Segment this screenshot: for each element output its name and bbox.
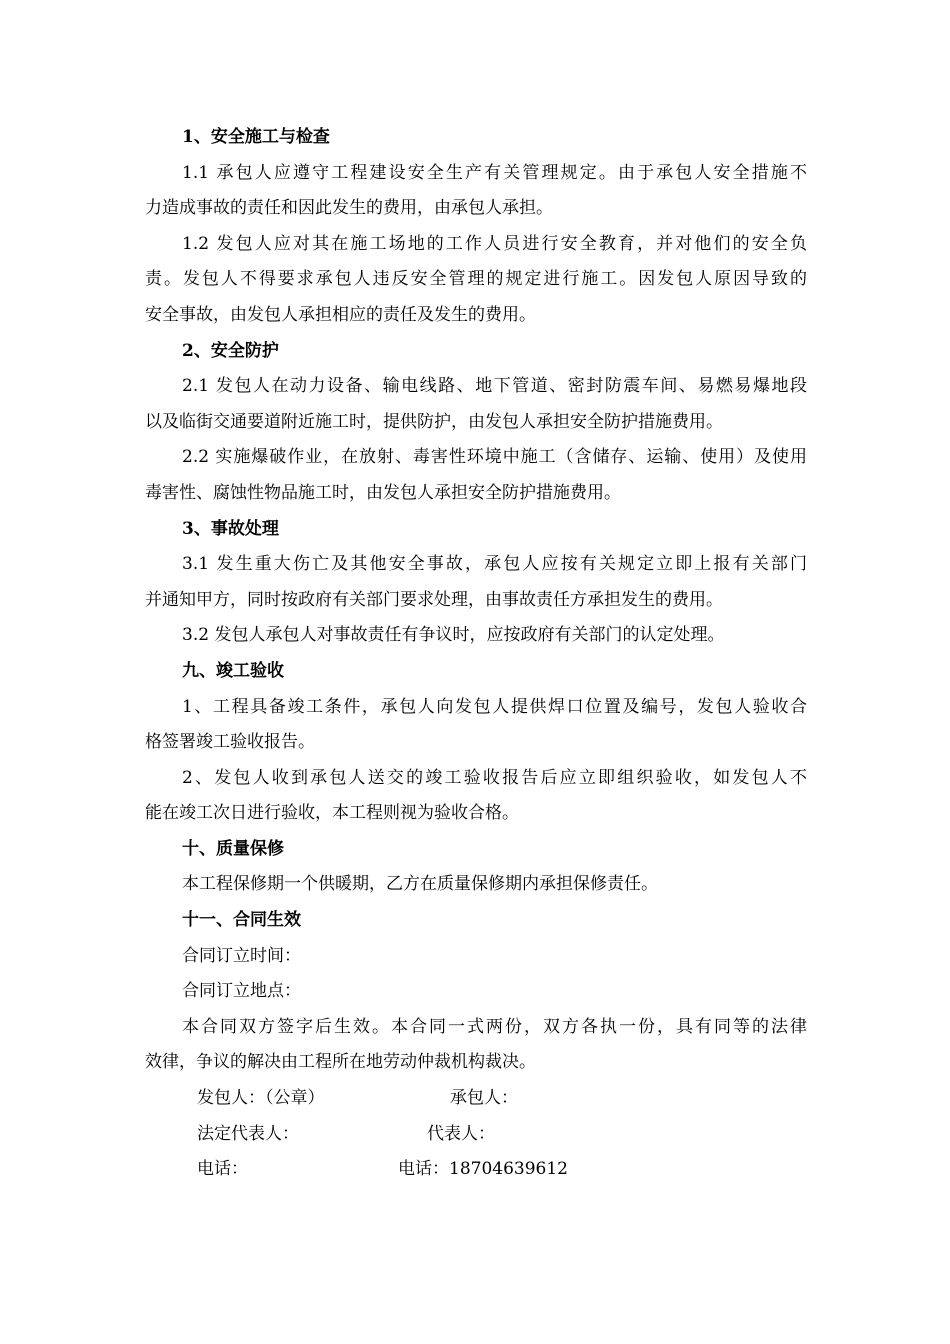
sign-place-field: 合同订立地点： (182, 981, 301, 1002)
signature-row-phones (145, 1152, 807, 1188)
paragraph-line: 毒害性、腐蚀性物品施工时，由发包人承担安全防护措施费用。 (145, 482, 621, 503)
paragraph-line: 2.1 发包人在动力设备、输电线路、地下管道、密封防震车间、易燃易爆地段 (182, 376, 807, 397)
section-heading-protection: 2、安全防护 (182, 340, 279, 361)
employer-label: 发包人：（公章） (197, 1088, 325, 1109)
signature-row-parties (145, 1081, 807, 1117)
section-heading-accident: 3、事故处理 (182, 518, 279, 539)
paragraph-line: 1、工程具备竣工条件，承包人向发包人提供焊口位置及编号，发包人验收合 (182, 696, 807, 717)
paragraph-line: 责。发包人不得要求承包人违反安全管理的规定进行施工。因发包人原因导致的 (145, 269, 807, 290)
section-heading-acceptance: 九、竣工验收 (182, 660, 284, 681)
paragraph-line: 格签署竣工验收报告。 (145, 732, 315, 753)
signature-row-representatives (145, 1117, 807, 1153)
paragraph-line: 能在竣工次日进行验收，本工程则视为验收合格。 (145, 803, 519, 824)
rep-label: 代表人： (427, 1123, 495, 1144)
paragraph-line: 2.2 实施爆破作业，在放射、毒害性环境中施工（含储存、运输、使用）及使用 (182, 447, 807, 468)
employer-phone-label: 电话： (197, 1159, 248, 1180)
contractor-phone: 电话：18704639612 (398, 1159, 568, 1180)
legal-rep-label: 法定代表人： (197, 1123, 299, 1144)
paragraph-line: 1.1 承包人应遵守工程建设安全生产有关管理规定。由于承包人安全措施不 (182, 162, 807, 183)
paragraph-line: 力造成事故的责任和因此发生的费用，由承包人承担。 (145, 198, 553, 219)
section-heading-safety: 1、安全施工与检查 (182, 127, 330, 147)
paragraph-line: 效律，争议的解决由工程所在地劳动仲裁机构裁决。 (145, 1052, 536, 1073)
paragraph-line: 3.1 发生重大伤亡及其他安全事故，承包人应按有关规定立即上报有关部门 (182, 554, 807, 575)
contractor-label: 承包人： (450, 1088, 518, 1109)
paragraph-line: 3.2 发包人承包人对事故责任有争议时，应按政府有关部门的认定处理。 (182, 625, 725, 646)
paragraph-line: 1.2 发包人应对其在施工场地的工作人员进行安全教育，并对他们的安全负 (182, 233, 807, 254)
sign-time-field: 合同订立时间： (182, 945, 301, 966)
section-heading-warranty: 十、质量保修 (182, 838, 284, 859)
section-heading-effect: 十一、合同生效 (182, 910, 301, 931)
paragraph-line: 本工程保修期一个供暖期，乙方在质量保修期内承担保修责任。 (182, 874, 658, 895)
paragraph-line: 2、发包人收到承包人送交的竣工验收报告后应立即组织验收，如发包人不 (182, 767, 807, 788)
paragraph-line: 并通知甲方，同时按政府有关部门要求处理，由事故责任方承担发生的费用。 (145, 589, 723, 610)
paragraph-line: 本合同双方签字后生效。本合同一式两份，双方各执一份，具有同等的法律 (182, 1016, 807, 1037)
paragraph-line: 以及临街交通要道附近施工时，提供防护，由发包人承担安全防护措施费用。 (145, 411, 723, 432)
contract-body (145, 120, 807, 1188)
paragraph-line: 安全事故，由发包人承担相应的责任及发生的费用。 (145, 304, 536, 325)
